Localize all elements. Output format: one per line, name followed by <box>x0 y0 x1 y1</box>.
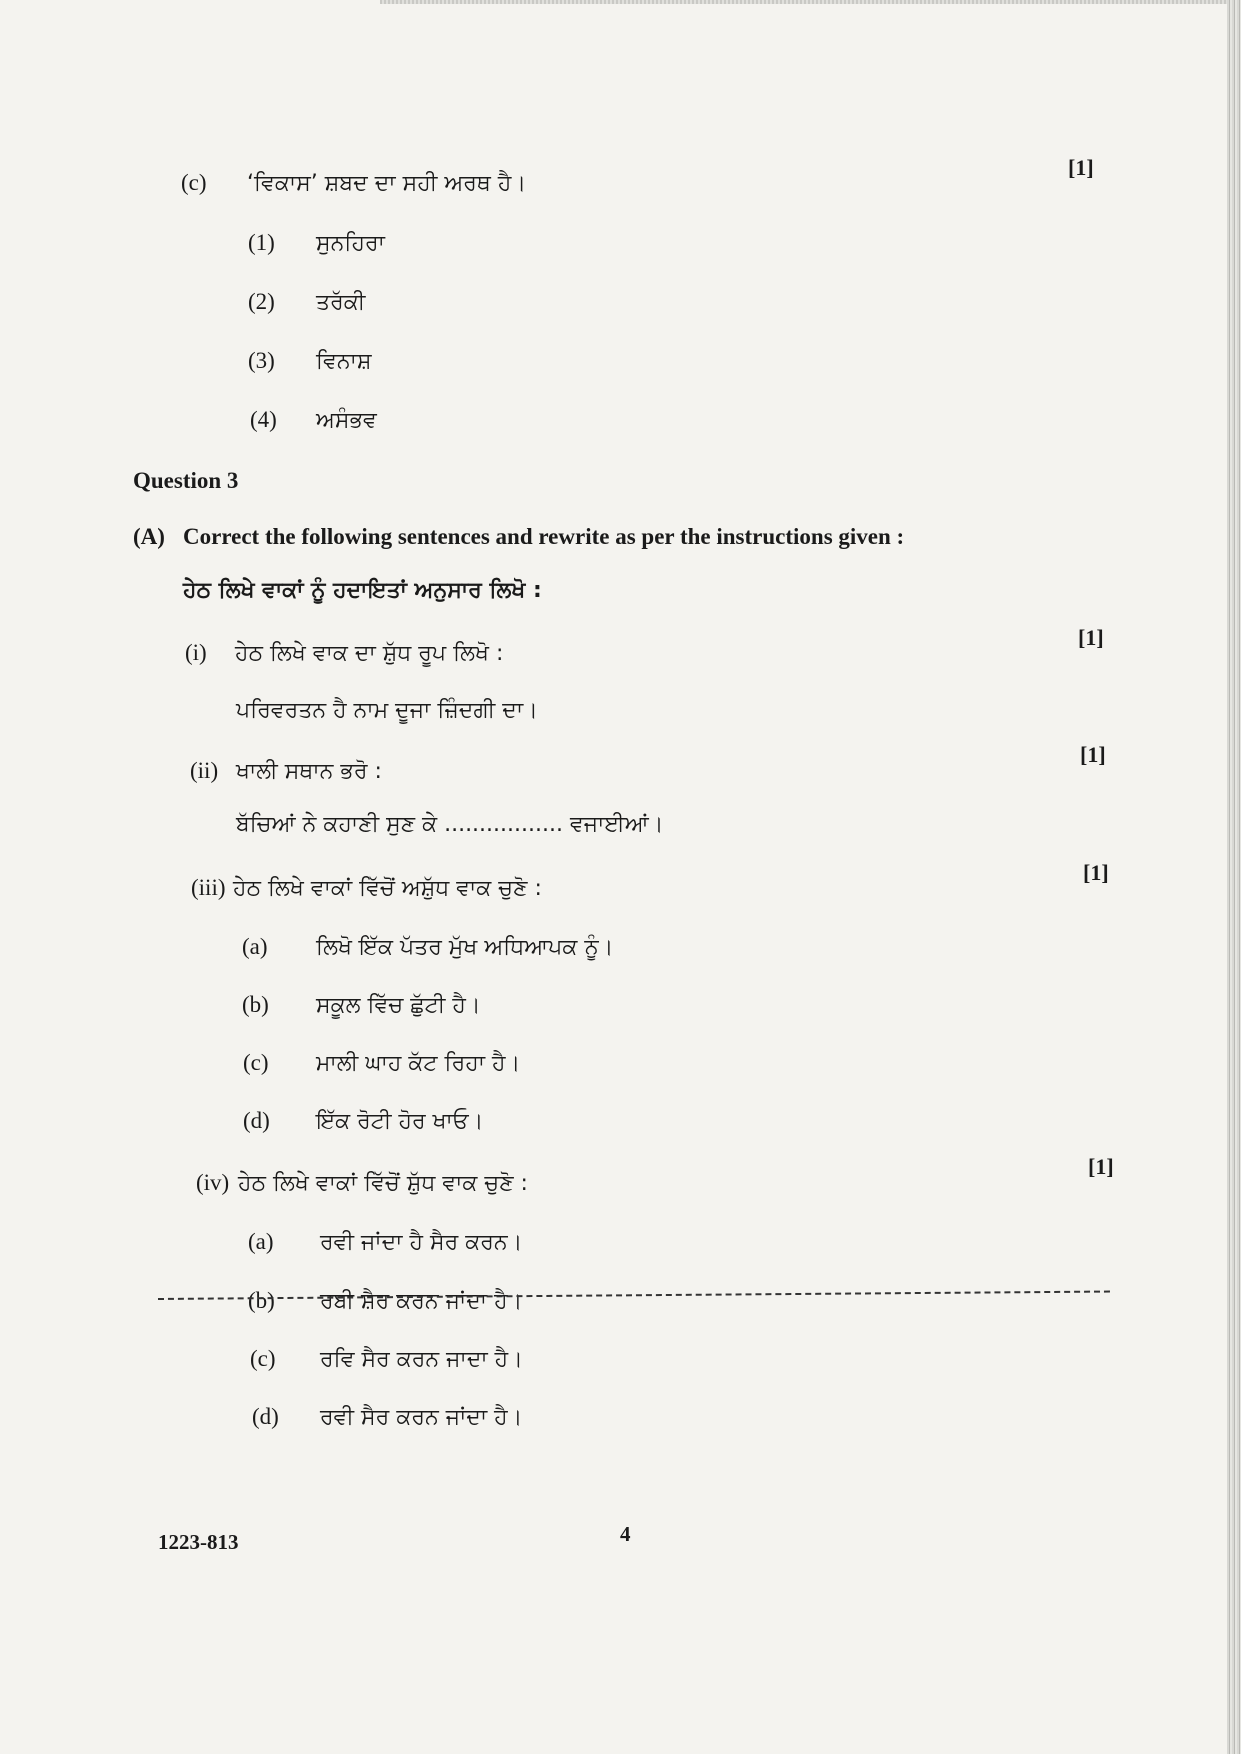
option-label: (d) <box>243 1108 270 1133</box>
q3-iii-prompt: ਹੇਠ ਲਿਖੇ ਵਾਕਾਂ ਵਿੱਚੋਂ ਅਸ਼ੁੱਧ ਵਾਕ ਚੁਣੋ : <box>233 876 542 901</box>
option-label: (b) <box>242 992 269 1017</box>
option-label: (4) <box>250 407 277 432</box>
q3-ii-sentence: ਬੱਚਿਆਂ ਨੇ ਕਹਾਣੀ ਸੁਣ ਕੇ ................. ਵਜਾਈਆਂ। <box>236 812 664 837</box>
part-a-instruction-pa: ਹੇਠ ਲਿਖੇ ਵਾਕਾਂ ਨੂੰ ਹਦਾਇਤਾਂ ਅਨੁਸਾਰ ਲਿਖੋ : <box>183 578 542 603</box>
scan-top-edge <box>380 0 1241 4</box>
part-a-label: (A) <box>133 524 165 549</box>
option-text: ਸੁਨਹਿਰਾ <box>316 231 385 256</box>
part-a-instruction-en: Correct the following sentences and rewrite as per the instructions given : <box>183 524 905 549</box>
q2c-option-2 <box>248 289 365 315</box>
q3-iii-option-d <box>243 1108 483 1134</box>
q3-iii-mark: [1] <box>1083 860 1109 885</box>
q3-iii-option-c <box>243 1050 520 1076</box>
option-label: (c) <box>243 1050 269 1075</box>
q3-i-item <box>185 640 503 666</box>
q3-iv-prompt: ਹੇਠ ਲਿਖੇ ਵਾਕਾਂ ਵਿੱਚੋਂ ਸ਼ੁੱਧ ਵਾਕ ਚੁਣੋ : <box>238 1171 528 1196</box>
q3-ii-prompt: ਖਾਲੀ ਸਥਾਨ ਭਰੋ : <box>236 759 382 784</box>
q3-iv-option-c <box>250 1346 523 1372</box>
option-text: ਰਵਿ ਸੈਰ ਕਰਨ ਜਾਦਾ ਹੈ। <box>320 1347 524 1372</box>
paper-code: 1223-813 <box>158 1530 239 1554</box>
option-text: ਮਾਲੀ ਘਾਹ ਕੱਟ ਰਿਹਾ ਹੈ। <box>316 1051 521 1076</box>
q3-part-a-instruction <box>133 524 904 550</box>
question-3-title: Question 3 <box>133 468 239 493</box>
q3-iii-option-b <box>242 992 481 1018</box>
option-label: (d) <box>252 1404 279 1429</box>
option-label: (c) <box>250 1346 276 1371</box>
option-text: ਰਬੀ ਸ਼ੈਰ ਕਰਨ ਜਾਂਦਾ ਹੈ। <box>320 1289 523 1314</box>
q3-ii-mark: [1] <box>1080 742 1106 767</box>
q3-iv-item <box>196 1170 528 1196</box>
q2c-option-1 <box>248 230 385 256</box>
option-label: (b) <box>248 1288 275 1313</box>
q2c-mark: [1] <box>1068 155 1094 180</box>
q3-iv-label: (iv) <box>196 1170 230 1195</box>
q3-iv-option-a <box>248 1229 522 1255</box>
q3-i-label: (i) <box>185 640 207 665</box>
option-text: ਰਵੀ ਸੈਰ ਕਰਨ ਜਾਂਦਾ ਹੈ। <box>320 1405 523 1430</box>
q3-i-sentence: ਪਰਿਵਰਤਨ ਹੈ ਨਾਮ ਦੂਜਾ ਜ਼ਿੰਦਗੀ ਦਾ। <box>236 698 538 723</box>
page-number: 4 <box>620 1522 631 1546</box>
q3-iii-label: (iii) <box>191 875 226 900</box>
q2c-label: (c) <box>181 170 207 195</box>
q3-iv-option-b <box>248 1288 522 1314</box>
option-text: ਲਿਖੋ ਇੱਕ ਪੱਤਰ ਮੁੱਖ ਅਧਿਆਪਕ ਨੂੰ। <box>316 935 614 960</box>
q2c-prompt: ‘ਵਿਕਾਸ’ ਸ਼ਬਦ ਦਾ ਸਹੀ ਅਰਥ ਹੈ। <box>247 171 527 196</box>
option-text: ਵਿਨਾਸ਼ <box>316 349 372 374</box>
option-text: ਤਰੱਕੀ <box>316 290 366 315</box>
q3-iii-option-a <box>242 934 613 960</box>
q3-ii-item <box>190 758 382 784</box>
q2c-item <box>181 170 526 196</box>
option-label: (a) <box>242 934 268 959</box>
option-text: ਅਸੰਭਵ <box>316 408 377 433</box>
option-text: ਇੱਕ ਰੋਟੀ ਹੋਰ ਖਾਓ। <box>316 1109 484 1134</box>
option-text: ਸਕੂਲ ਵਿੱਚ ਛੁੱਟੀ ਹੈ। <box>316 993 481 1018</box>
q3-ii-label: (ii) <box>190 758 219 783</box>
option-label: (a) <box>248 1229 274 1254</box>
q3-iv-mark: [1] <box>1088 1154 1114 1179</box>
option-text: ਰਵੀ ਜਾਂਦਾ ਹੈ ਸੈਰ ਕਰਨ। <box>320 1230 523 1255</box>
q3-i-mark: [1] <box>1078 625 1104 650</box>
q3-i-prompt: ਹੇਠ ਲਿਖੇ ਵਾਕ ਦਾ ਸ਼ੁੱਧ ਰੂਪ ਲਿਖੋ : <box>235 641 504 666</box>
q3-iv-option-d <box>252 1404 522 1430</box>
q3-iii-item <box>191 875 542 901</box>
option-label: (1) <box>248 230 275 255</box>
q2c-option-3 <box>248 348 372 374</box>
scan-right-edge <box>1227 0 1241 1754</box>
q2c-option-4 <box>250 407 377 433</box>
option-label: (2) <box>248 289 275 314</box>
option-label: (3) <box>248 348 275 373</box>
